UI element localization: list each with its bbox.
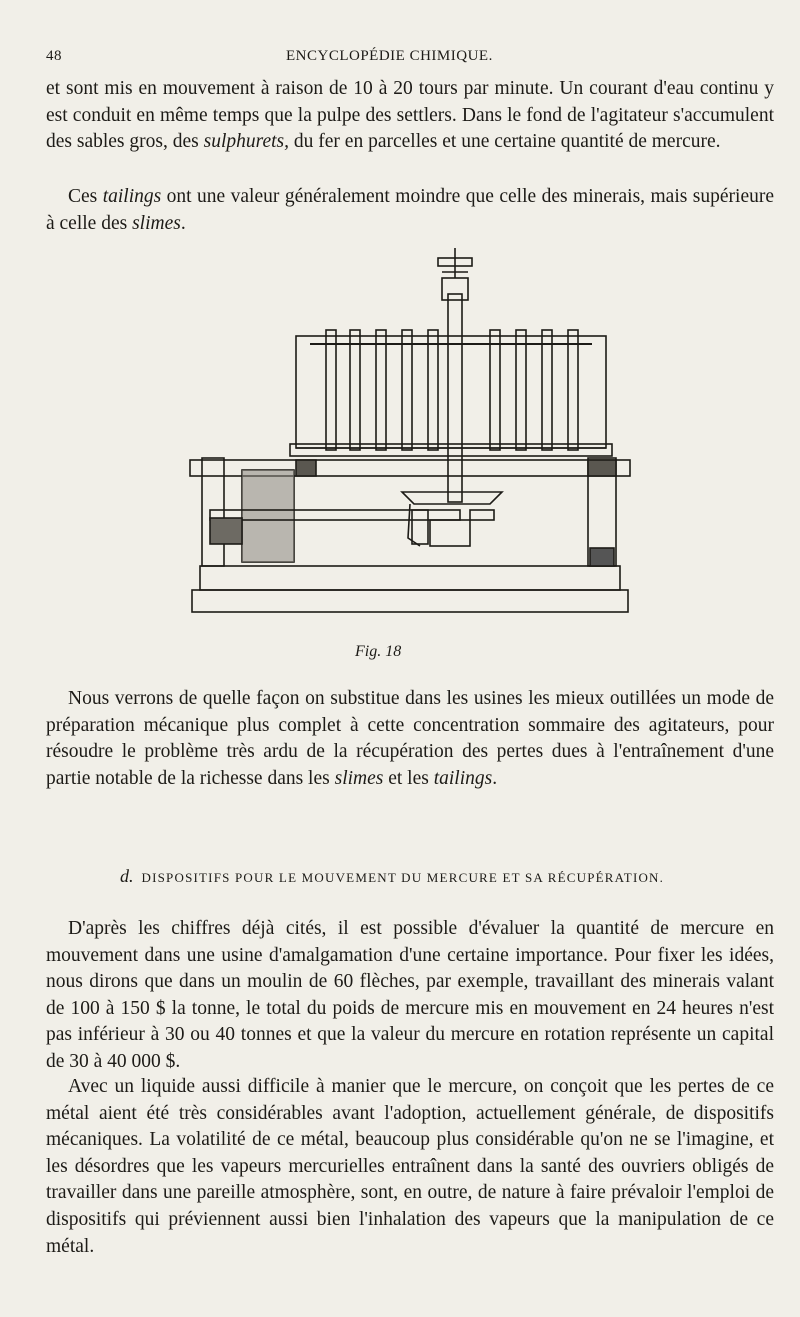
paragraph-mercury-losses	[46, 1074, 774, 1260]
left-post	[202, 458, 224, 566]
paragraph-mechanical-preparation	[46, 686, 774, 792]
text-run: D'après les chiffres déjà cités, il est possible d'évaluer la quantité de mercure en mouvement dans une usine d'amalgamation d'une certaine importance. Pour fixer les idées, nous dirons que dans un moulin de 60 flèches, par exemple, travaillant des minerais valant de 100 à 150 $ la tonne, le total du poids de mercure mis en mouvement en 24 heures n'est pas inférieur à 30 ou 40 tonnes et que la valeur du mercure en rotation représente un capital de 30 à 40 000 $.	[46, 918, 774, 1072]
italic-term: tailings	[433, 767, 493, 789]
central-shaft	[448, 294, 462, 502]
section-title: DISPOSITIFS POUR LE MOUVEMENT DU MERCURE ET SA RÉCUPÉRATION.	[141, 870, 665, 885]
agitator-paddles	[326, 330, 578, 450]
page-header	[46, 44, 770, 72]
section-heading	[120, 866, 664, 887]
italic-term: tailings	[102, 186, 162, 207]
text-run: du fer en parcelles et une certaine quantité de mercure.	[289, 131, 721, 153]
running-title: ENCYCLOPÉDIE CHIMIQUE.	[286, 48, 493, 64]
text-run: Avec un liquide aussi difficile à manier que le mercure, on conçoit que les pertes de ce métal aient été très considérables avant l'adoption, actuellement générale, de dispositifs mécaniques. La volatilité de ce métal, beaucoup plus considérable qu'on ne se l'imagine, et les désordres que les vapeurs mercurielles entraînent dans la santé des ouvriers obligés de travailler dans une pareille atmosphère, sont, en outre, de nature à faire prévaloir l'emploi de dispositifs qui préviennent aussi bien l'inhalation des vapeurs que la manipulation de ce métal.	[46, 1076, 774, 1257]
figure-caption: Fig. 18	[355, 643, 402, 660]
text-run: .	[492, 767, 498, 789]
section-letter: d.	[120, 866, 134, 886]
base-frame	[200, 566, 620, 590]
text-run: et sont mis en mouvement à raison de 10 à 20 tours par minute. Un courant d'eau continu y est conduit en même temps que la pulpe des settlers. Dans le fond de l'agitateur s'accumulent des sables gros, des	[46, 78, 774, 153]
agitator-figure-illustration	[180, 248, 640, 618]
text-run: et les	[383, 767, 434, 789]
text-run: ont une valeur généralement moindre que celle des minerais, mais supérieure à celle des	[46, 186, 774, 234]
text-run: Ces	[68, 186, 103, 207]
agitator-tank	[296, 336, 606, 448]
italic-term: sulphurets,	[203, 131, 290, 153]
base-platform	[192, 590, 628, 612]
page-number: 48	[46, 48, 62, 64]
paragraph-tailings-value	[46, 184, 774, 237]
paragraph-mercury-quantity	[46, 916, 774, 1076]
text-run: Nous verrons de quelle façon on substitue dans les usines les mieux outillées un mode de préparation mécanique plus complet à cette concentration sommaire des agitateurs, pour résoudre le problème très ardu de la récupération des pertes dues à l'entraînement d'une partie notable de la richesse dans les	[46, 688, 774, 789]
shaft-collar	[442, 278, 468, 300]
italic-term: slimes	[132, 212, 181, 234]
text-run: .	[180, 212, 186, 234]
paragraph-agitator-motion	[46, 76, 774, 156]
italic-term: slimes	[334, 767, 384, 789]
